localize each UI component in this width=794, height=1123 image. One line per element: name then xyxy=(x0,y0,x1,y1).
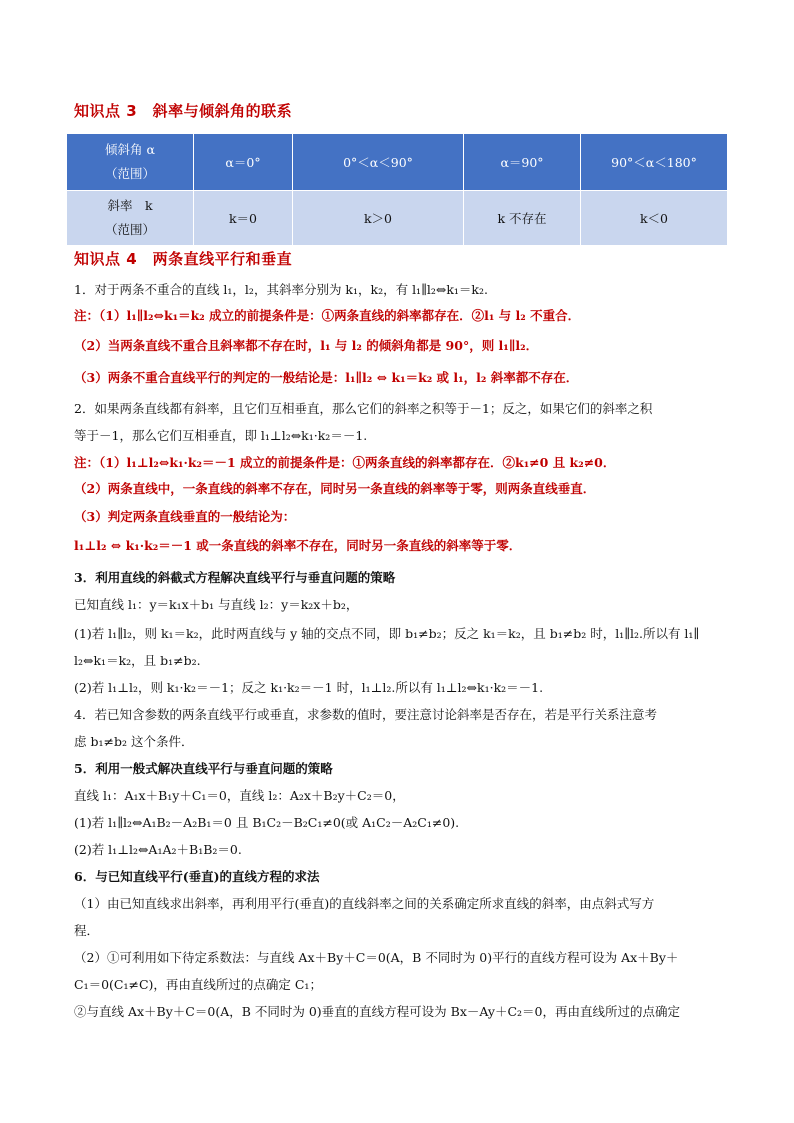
text-line: 已知直线 l₁：y＝k₁x＋b₁ 与直线 l₂：y＝k₂x＋b₂， xyxy=(74,597,359,612)
text-line: （1）由已知直线求出斜率，再利用平行(垂直)的直线斜率之间的关系确定所求直线的斜率，由点斜式写方 xyxy=(74,896,655,911)
row-label: 斜率 k xyxy=(107,198,153,213)
table-cell xyxy=(67,134,194,191)
note-line: （2）当两条直线不重合且斜率都不存在时，l₁ 与 l₂ 的倾斜角都是 90°，则 l₁∥l₂． xyxy=(74,338,539,353)
text-line: 程． xyxy=(74,923,100,938)
text-line: 等于－1，那么它们互相垂直，即 l₁⊥l₂⇔k₁·k₂＝－1. xyxy=(74,428,368,443)
note-line: 注：（1）l₁⊥l₂⇔k₁·k₂＝－1 成立的前提条件是：①两条直线的斜率都存在．②k₁≠0 且 k₂≠0． xyxy=(74,455,616,470)
text-line: 1．对于两条不重合的直线 l₁，l₂，其斜率分别为 k₁，k₂，有 l₁∥l₂⇔k₁＝k₂. xyxy=(74,282,488,297)
table-cell xyxy=(67,191,194,246)
text-line: ②与直线 Ax＋By＋C＝0(A，B 不同时为 0)垂直的直线方程可设为 Bx－Ay＋C₂＝0，再由直线所过的点确定 xyxy=(74,1004,681,1019)
row-sublabel: （范围） xyxy=(104,166,155,181)
text-line: C₁＝0(C₁≠C)，再由直线所过的点确定 C₁； xyxy=(74,977,322,992)
item-heading: 5．利用一般式解决直线平行与垂直问题的策略 xyxy=(74,761,333,776)
slope-angle-table xyxy=(66,133,728,246)
note-line: （3）判定两条直线垂直的一般结论为： xyxy=(74,509,296,524)
table-row xyxy=(67,191,728,246)
table-cell: k＝0 xyxy=(194,191,293,246)
text-line: （2）①可利用如下待定系数法：与直线 Ax＋By＋C＝0(A，B 不同时为 0)平行的直线方程可设为 Ax＋By＋ xyxy=(74,950,679,965)
note-line: 注：（1）l₁∥l₂⇔k₁＝k₂ 成立的前提条件是：①两条直线的斜率都存在．②l₁ 与 l₂ 不重合． xyxy=(74,308,581,323)
table-cell: α＝0° xyxy=(194,134,293,191)
table-cell: α＝90° xyxy=(464,134,581,191)
text-line: 虑 b₁≠b₂ 这个条件． xyxy=(74,734,194,749)
item-heading: 6．与已知直线平行(垂直)的直线方程的求法 xyxy=(74,869,320,884)
table-cell: 90°＜α＜180° xyxy=(581,134,728,191)
item-heading: 3．利用直线的斜截式方程解决直线平行与垂直问题的策略 xyxy=(74,570,396,585)
note-line: （2）两条直线中，一条直线的斜率不存在，同时另一条直线的斜率等于零，则两条直线垂直． xyxy=(74,481,596,496)
row-label: 倾斜角 α xyxy=(105,142,155,157)
row-sublabel: （范围） xyxy=(104,222,155,237)
section-4-heading: 知识点 4 两条直线平行和垂直 xyxy=(74,250,293,268)
text-line: (1)若 l₁∥l₂，则 k₁＝k₂，此时两直线与 y 轴的交点不同，即 b₁≠b₂；反之 k₁＝k₂，且 b₁≠b₂ 时，l₁∥l₂.所以有 l₁∥ xyxy=(74,626,700,641)
text-line: 4．若已知含参数的两条直线平行或垂直，求参数的值时，要注意讨论斜率是否存在，若是平行关系注意考 xyxy=(74,707,657,722)
table-cell: 0°＜α＜90° xyxy=(293,134,464,191)
table-cell: k＞0 xyxy=(293,191,464,246)
table-cell: k＜0 xyxy=(581,191,728,246)
text-line: (1)若 l₁∥l₂⇔A₁B₂－A₂B₁＝0 且 B₁C₂－B₂C₁≠0(或 A₁C₂－A₂C₁≠0). xyxy=(74,815,460,830)
table-row xyxy=(67,134,728,191)
note-line: l₁⊥l₂ ⇔ k₁·k₂＝－1 或一条直线的斜率不存在，同时另一条直线的斜率等于零． xyxy=(74,538,522,553)
text-line: (2)若 l₁⊥l₂，则 k₁·k₂＝－1；反之 k₁·k₂＝－1 时，l₁⊥l₂.所以有 l₁⊥l₂⇔k₁·k₂＝－1. xyxy=(74,680,544,695)
section-3-heading: 知识点 3 斜率与倾斜角的联系 xyxy=(74,102,293,120)
text-line: (2)若 l₁⊥l₂⇔A₁A₂＋B₁B₂＝0. xyxy=(74,842,242,857)
text-line: 直线 l₁：A₁x＋B₁y＋C₁＝0，直线 l₂：A₂x＋B₂y＋C₂＝0， xyxy=(74,788,405,803)
table-cell: k 不存在 xyxy=(464,191,581,246)
note-line: （3）两条不重合直线平行的判定的一般结论是：l₁∥l₂ ⇔ k₁＝k₂ 或 l₁，l₂ 斜率都不存在． xyxy=(74,370,579,385)
text-line: 2．如果两条直线都有斜率，且它们互相垂直，那么它们的斜率之积等于－1；反之，如果它们的斜率之积 xyxy=(74,401,653,416)
text-line: l₂⇔k₁＝k₂，且 b₁≠b₂. xyxy=(74,653,201,668)
